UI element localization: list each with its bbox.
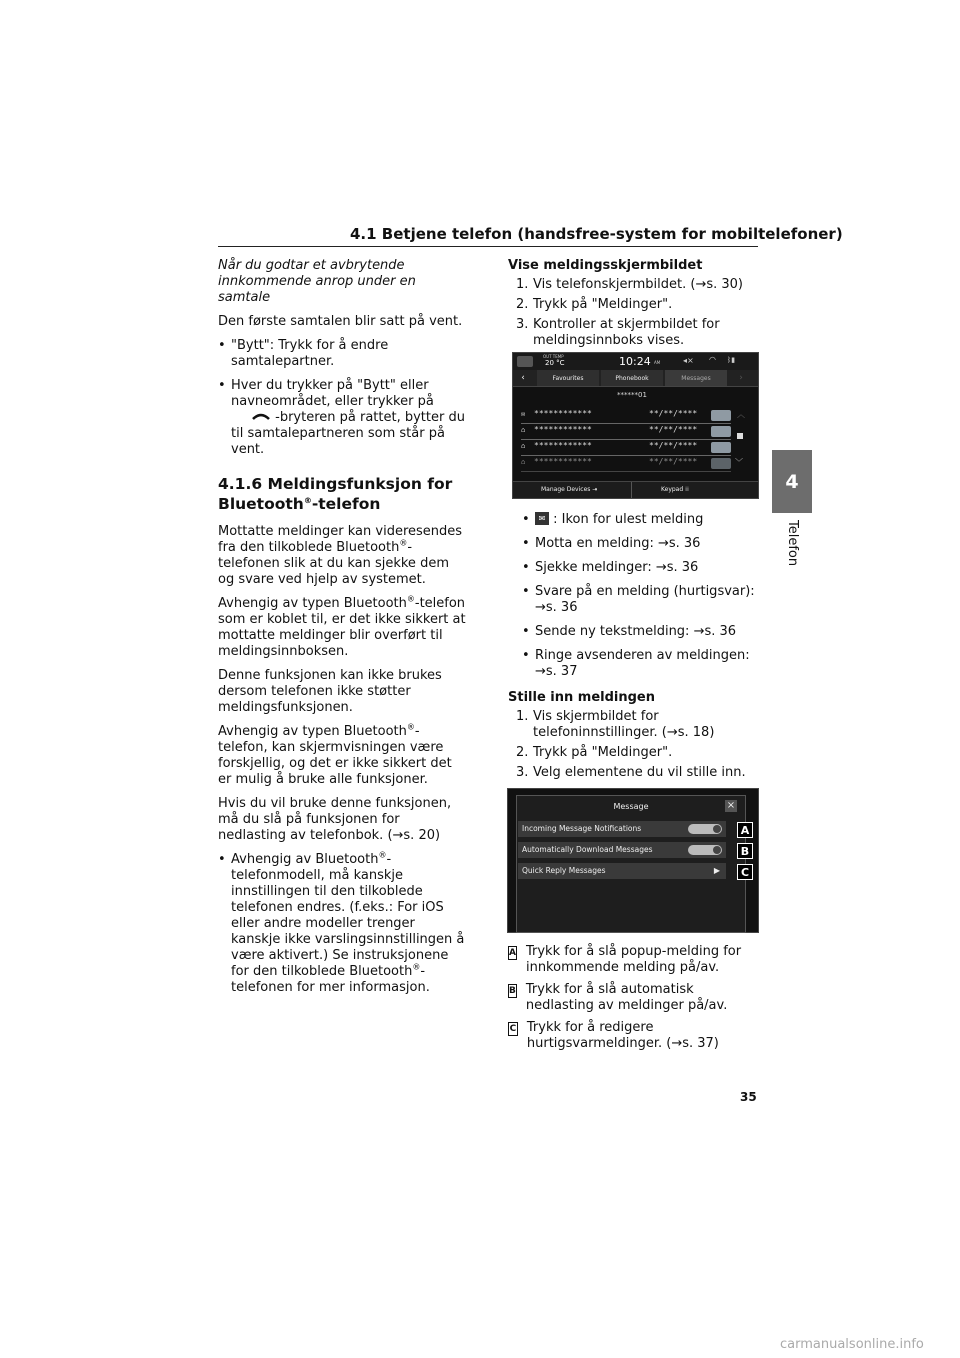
message-inbox-screenshot — [512, 352, 759, 499]
paragraph: Denne funksjonen kan ikke brukes dersom telefonen ikke støtter meldingsfunksjonen. — [218, 668, 442, 715]
callout-c: C — [737, 864, 753, 880]
forward-icon: › — [739, 373, 743, 383]
tab-messages[interactable]: Messages — [665, 370, 727, 386]
out-temp-label: OUT TEMP — [543, 354, 564, 359]
tab-phonebook[interactable]: Phonebook — [601, 370, 663, 386]
setting-incoming-notifications[interactable]: Incoming Message Notifications — [518, 821, 726, 837]
right-column-settings — [508, 690, 758, 781]
call-button[interactable] — [711, 426, 731, 437]
setting-quick-reply[interactable]: Quick Reply Messages ▶ — [518, 863, 726, 879]
scroll-up-icon[interactable]: ︿ — [737, 410, 745, 419]
intro-text: Den første samtalen blir satt på vent. — [218, 314, 463, 329]
step: 1. Vis skjermbildet for telefoninnstillinger. (→s. 18) — [516, 709, 715, 740]
step: 1. Vis telefonskjermbildet. (→s. 30) — [516, 277, 743, 292]
scroll-thumb[interactable] — [737, 433, 743, 439]
step: 2. Trykk på "Meldinger". — [516, 297, 673, 312]
bullet-item: • Hver du trykker på "Bytt" eller navneområdet, eller trykker på — [218, 378, 468, 410]
call-button[interactable] — [711, 442, 731, 453]
step: 2. Trykk på "Meldinger". — [516, 745, 673, 760]
legend-item — [508, 944, 758, 976]
read-message-icon: ⌂ — [521, 426, 526, 434]
callout-legend — [508, 944, 758, 1052]
unread-message-icon: ✉ — [535, 512, 549, 525]
dialog-title: Message — [613, 802, 649, 811]
list-item[interactable]: ⌂ ************ **/**/**** — [521, 425, 731, 440]
close-icon[interactable]: × — [726, 800, 736, 811]
setting-auto-download[interactable]: Automatically Download Messages — [518, 842, 726, 858]
chapter-tab-label: Telefon — [785, 520, 800, 567]
intro-italic: Når du godtar et avbrytende innkommende anrop under en samtale — [218, 258, 416, 305]
bullet-item: • "Bytt": Trykk for å endre samtalepartner. — [218, 338, 468, 370]
section-heading: 4.1.6 Meldingsfunksjon for Bluetooth®-telefon — [218, 475, 453, 513]
subheading: Vise meldingsskjermbildet — [508, 258, 703, 273]
left-column — [218, 258, 468, 996]
legend-text: Trykk for å slå popup-melding for innkommende melding på/av. — [525, 944, 742, 975]
legend-text: Trykk for å redigere hurtigsvarmeldinger. (→s. 37) — [526, 1020, 719, 1051]
device-name: ******01 — [617, 391, 647, 399]
paragraph: Avhengig av typen Bluetooth®-telefon som er koblet til, er det ikke sikkert at mottatte meldinger blir overført til meldingsinnboksen. — [218, 594, 466, 659]
bullet-item: • Sjekke meldinger: →s. 36 — [522, 560, 758, 576]
paragraph: Hvis du vil bruke denne funksjonen, må du slå på funksjonen for nedlasting av telefonbok. (→s. 20) — [218, 796, 452, 843]
watermark-url: carmanualsonline.info — [780, 1337, 924, 1352]
legend-key: C — [509, 1024, 517, 1034]
list-item[interactable]: ⌂ ************ **/**/**** — [521, 457, 731, 472]
subheading: Stille inn meldingen — [508, 690, 655, 705]
right-column-list — [522, 512, 758, 680]
toggle-switch[interactable] — [688, 824, 722, 834]
status-bar — [513, 353, 758, 370]
legend-key: B — [509, 986, 516, 996]
bullet-text: -bryteren på rattet, bytter du til samtalepartneren som står på vent. — [231, 410, 465, 457]
bullet-continuation — [218, 410, 468, 458]
bullet-item: • Motta en melding: →s. 36 — [522, 536, 758, 552]
phone-tabs — [513, 370, 758, 387]
legend-key: A — [509, 948, 516, 958]
bullet-item: • Svare på en melding (hurtigsvar): →s. 36 — [522, 584, 758, 616]
wifi-icon: ◠ — [709, 355, 716, 364]
play-arrow-icon: ▶ — [713, 866, 720, 875]
right-column — [508, 258, 758, 349]
list-item[interactable]: ✉ ************ **/**/**** — [521, 409, 731, 424]
bottom-bar — [513, 481, 758, 498]
exit-icon: ⇥ — [592, 486, 598, 493]
manage-devices-button[interactable]: Manage Devices ⇥ — [541, 486, 598, 493]
chapter-tab: 4 — [772, 450, 812, 513]
call-button[interactable] — [711, 410, 731, 421]
bullet-item: • Ringe avsenderen av meldingen: →s. 37 — [522, 648, 758, 680]
read-message-icon: ⌂ — [521, 442, 526, 450]
home-icon — [517, 356, 533, 367]
clock-ampm: AM — [654, 360, 661, 365]
keypad-button[interactable]: Keypad ⁞⁞ — [661, 486, 689, 493]
legend-item — [508, 1020, 758, 1052]
bluetooth-icon: ᛒ▮ — [727, 356, 736, 364]
read-message-icon: ⌂ — [521, 458, 526, 466]
phone-switch-icon — [251, 411, 271, 421]
paragraph: Avhengig av typen Bluetooth®-telefon, kan skjermvisningen være forskjellig, og det er ikke sikkert det er mulig å bruke alle funksjoner. — [218, 722, 452, 787]
toggle-switch[interactable] — [688, 845, 722, 855]
page-number: 35 — [740, 1090, 757, 1104]
call-button[interactable] — [711, 458, 731, 469]
running-header: 4.1 Betjene telefon (handsfree-system for mobiltelefoner) — [350, 225, 843, 243]
message-settings-screenshot — [507, 788, 759, 933]
list-item[interactable]: ⌂ ************ **/**/**** — [521, 441, 731, 456]
clock: 10:24 — [619, 355, 651, 368]
bullet-item: • ✉ : Ikon for ulest melding — [522, 512, 758, 528]
callout-b: B — [737, 843, 753, 859]
legend-item — [508, 982, 758, 1014]
bullet-item: • Sende ny tekstmelding: →s. 36 — [522, 624, 758, 640]
out-temp: 20 °C — [545, 359, 565, 367]
step: 3. Velg elementene du vil stille inn. — [516, 765, 746, 780]
keypad-icon: ⁞⁞ — [685, 486, 689, 493]
unread-message-icon: ✉ — [521, 410, 526, 418]
back-icon[interactable]: ‹ — [521, 373, 525, 383]
divider — [631, 482, 632, 498]
header-rule — [218, 246, 758, 247]
legend-text: Trykk for å slå automatisk nedlasting av meldinger på/av. — [525, 982, 728, 1013]
callout-a: A — [737, 822, 753, 838]
tab-favourites[interactable]: Favourites — [537, 370, 599, 386]
step: 3. Kontroller at skjermbildet for meldingsinnboks vises. — [516, 317, 720, 348]
bullet-item: • Avhengig av Bluetooth®-telefonmodell, må kanskje innstillingen til den tilkoblede telefonen endres. (f.eks.: For iOS eller andre modeller trenger kanskje ikke varslingsinnstillingen å være aktivert.) Se instruksjonene for den tilkoblede Bluetooth®-telefonen for mer informasjon. — [218, 852, 468, 996]
scroll-down-icon[interactable]: ﹀ — [735, 458, 743, 467]
paragraph: Mottatte meldinger kan videresendes fra den tilkoblede Bluetooth®-telefonen slik at du kan sjekke dem og svare ved hjelp av systemet. — [218, 524, 463, 587]
mute-icon: ◂× — [683, 356, 694, 365]
